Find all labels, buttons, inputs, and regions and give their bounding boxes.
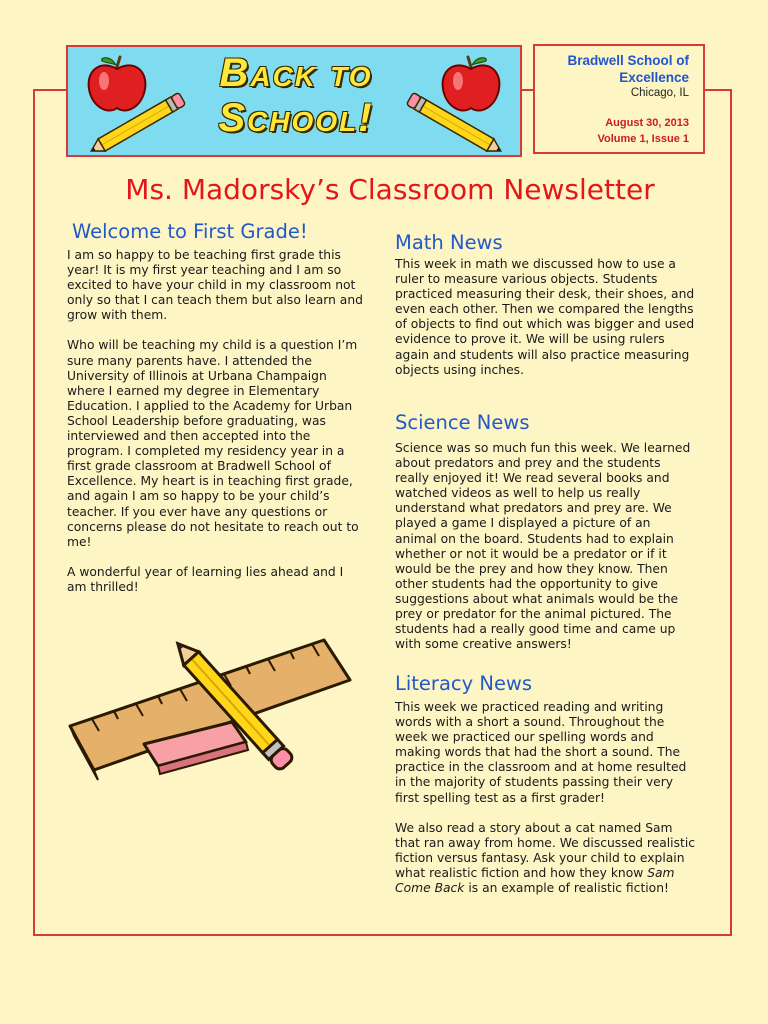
pencil-icon <box>400 89 508 157</box>
math-paragraph: This week in math we discussed how to use a ruler to measure various objects. Students practiced measuring their desk, their shoes, and even each other. Then we compared the lengths of objects to find out which was bigger and used evidence to prove it. We will be using rulers again and students will also practice measuring objects using inches. <box>395 257 695 377</box>
banner-title <box>186 51 406 141</box>
issue-number: Volume 1, Issue 1 <box>597 133 689 145</box>
literacy-paragraph <box>395 821 695 896</box>
issue-date: August 30, 2013 <box>605 117 689 129</box>
math-body <box>395 257 695 378</box>
literacy-body <box>395 700 695 896</box>
newsletter-info-box <box>533 44 705 154</box>
page-title: Ms. Madorsky’s Classroom Newsletter <box>125 173 655 206</box>
pencil-icon <box>84 89 192 157</box>
school-name: Bradwell School of <box>567 53 689 68</box>
welcome-heading: Welcome to First Grade! <box>72 220 308 243</box>
welcome-paragraph: I am so happy to be teaching first grade this year! It is my first year teaching and I am so excited to have your child in my classroom not only so that I can teach them but also learn and grow with them. <box>67 248 363 323</box>
welcome-paragraph: Who will be teaching my child is a question I’m sure many parents have. I attended the University of Illinois at Urbana Champaign where I earned my degree in Elementary Education. I applied to the Academy for Urban School Leadership before graduating, was interviewed and then accepted into the program. I completed my residency year in a first grade classroom at Bradwell School of Excellence. My heart is in teaching first grade, and again I am so happy to be your child’s teacher. If you ever have any questions or concerns please do not hesitate to reach out to me! <box>67 338 359 549</box>
literacy-heading: Literacy News <box>395 672 533 695</box>
literacy-text: is an example of realistic fiction! <box>464 881 669 896</box>
science-paragraph: Science was so much fun this week. We learned about predators and prey and the students really enjoyed it! We read several books and watched videos as well to help us really understand what predators and prey are. We played a game I displayed a picture of an animal on the board. Students had to explain whether or not it would be a predator or if it would be the prey and how they know. Then other students had the opportunity to give suggestions about what animals would be the prey or predator for the animal pictured. The students had a really good time and came up with some creative answers! <box>395 441 691 652</box>
science-heading: Science News <box>395 411 530 434</box>
school-city: Chicago, IL <box>630 87 689 99</box>
banner-title-line1: Back to <box>219 51 373 95</box>
ruler-pencil-clipart <box>62 626 362 786</box>
literacy-text: We also read a story about a cat named Sam that ran away from home. We discussed realistic fiction versus fantasy. Ask your child to explain what realistic fiction and how they know <box>395 820 696 880</box>
math-heading: Math News <box>395 231 503 254</box>
literacy-paragraph: This week we practiced reading and writing words with a short a sound. Throughout the week we practiced our spelling words and making words that had the short a sound. The practice in the classroom and at home resulted in the majority of students passing their very first spelling test as a first grader! <box>395 700 687 805</box>
back-to-school-banner <box>66 45 522 157</box>
welcome-paragraph: A wonderful year of learning lies ahead and I am thrilled! <box>67 564 344 594</box>
banner-title-line2: School! <box>218 96 374 140</box>
welcome-body <box>67 248 364 595</box>
book-title: Sam Come Back <box>395 865 675 896</box>
science-body <box>395 441 695 652</box>
school-name-line2: Excellence <box>619 70 689 85</box>
